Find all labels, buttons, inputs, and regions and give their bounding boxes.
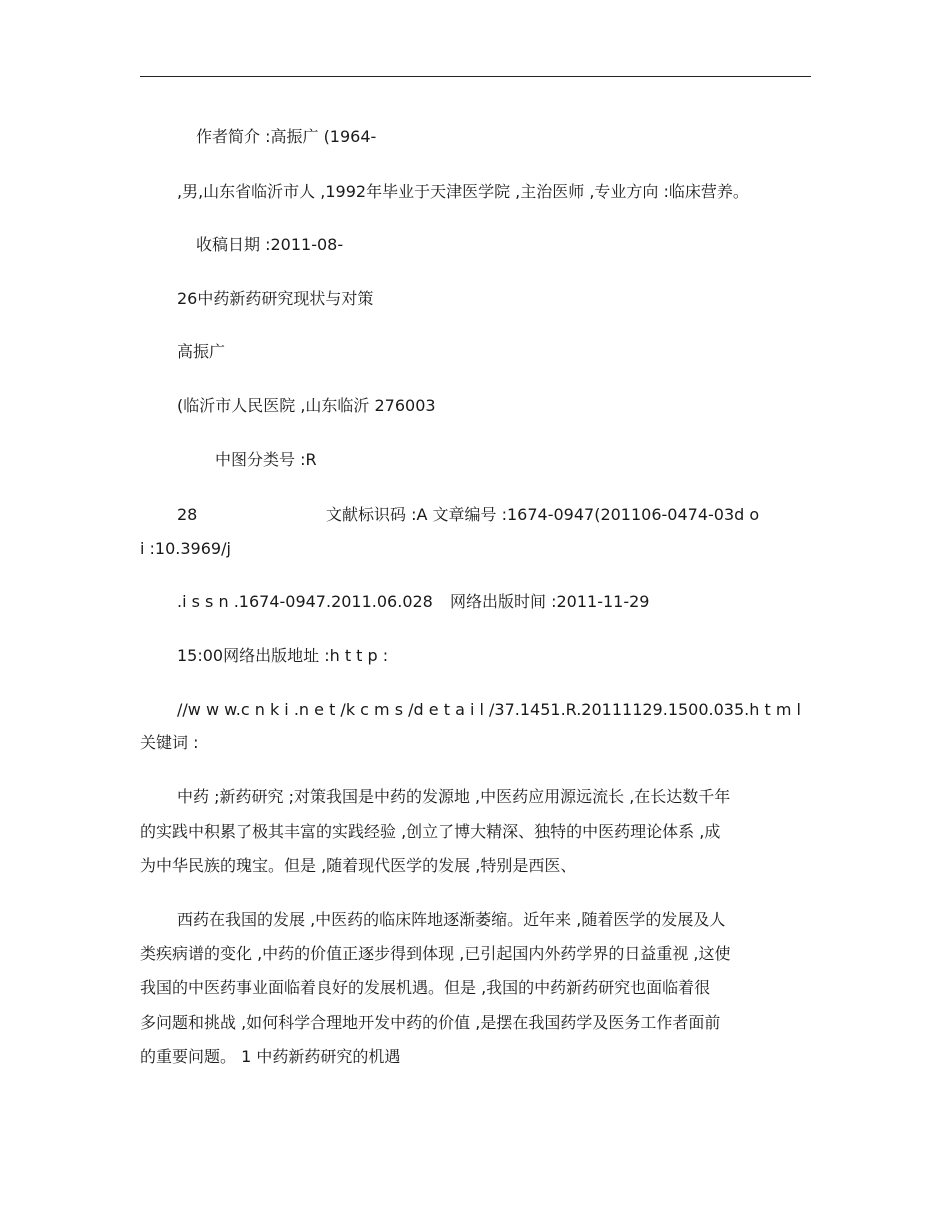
body-paragraph-2-line-1: 西药在我国的发展 ,中医药的临床阵地逐渐萎缩。近年来 ,随着医学的发展及人 xyxy=(177,910,726,929)
body-paragraph-2-line-5: 的重要问题。 1 中药新药研究的机遇 xyxy=(140,1047,401,1066)
body-paragraph-1-line-1: 中药 ;新药研究 ;对策我国是中药的发源地 ,中医药应用源远流长 ,在长达数千年 xyxy=(177,787,731,806)
classification-number: 28 xyxy=(177,505,198,524)
online-publish-time: 网络出版时间 :2011-11-29 xyxy=(450,592,650,611)
author-name-line: 高振广 xyxy=(177,342,226,361)
article-title-line: 26中药新药研究现状与对策 xyxy=(177,289,374,308)
online-url-line: //w w w.c n k i .n e t /k c m s /d e t a i l /37.1451.R.20111129.1500.035.h t m l xyxy=(177,700,801,719)
document-code-line: 文献标识码 :A 文章编号 :1674-0947(201106-0474-03d o xyxy=(326,505,760,524)
issn-line: .i s s n .1674-0947.2011.06.028 xyxy=(177,592,433,611)
affiliation-line: (临沂市人民医院 ,山东临沂 276003 xyxy=(177,396,436,415)
author-intro-line: 作者简介 :高振广 (1964- xyxy=(196,127,377,146)
body-paragraph-2-line-3: 我国的中医药事业面临着良好的发展机遇。但是 ,我国的中药新药研究也面临着很 xyxy=(140,978,711,997)
classification-line: 中图分类号 :R xyxy=(215,450,317,469)
online-address-line: 15:00网络出版地址 :h t t p : xyxy=(177,646,389,665)
body-paragraph-2-line-4: 多问题和挑战 ,如何科学合理地开发中药的价值 ,是摆在我国药学及医务工作者面前 xyxy=(140,1013,721,1032)
body-paragraph-2-line-2: 类疾病谱的变化 ,中药的价值正逐步得到体现 ,已引起国内外药学界的日益重视 ,这使 xyxy=(140,944,731,963)
header-rule xyxy=(140,76,811,77)
author-detail-line: ,男,山东省临沂市人 ,1992年毕业于天津医学院 ,主治医师 ,专业方向 :临床营养。 xyxy=(177,182,749,201)
body-paragraph-1-line-2: 的实践中积累了极其丰富的实践经验 ,创立了博大精深、独特的中医药理论体系 ,成 xyxy=(140,822,721,841)
body-paragraph-1-line-3: 为中华民族的瑰宝。但是 ,随着现代医学的发展 ,特别是西医、 xyxy=(140,856,577,875)
keywords-label: 关键词 : xyxy=(140,733,199,752)
doi-line: i :10.3969/j xyxy=(140,539,231,558)
received-date-line: 收稿日期 :2011-08- xyxy=(196,235,344,254)
